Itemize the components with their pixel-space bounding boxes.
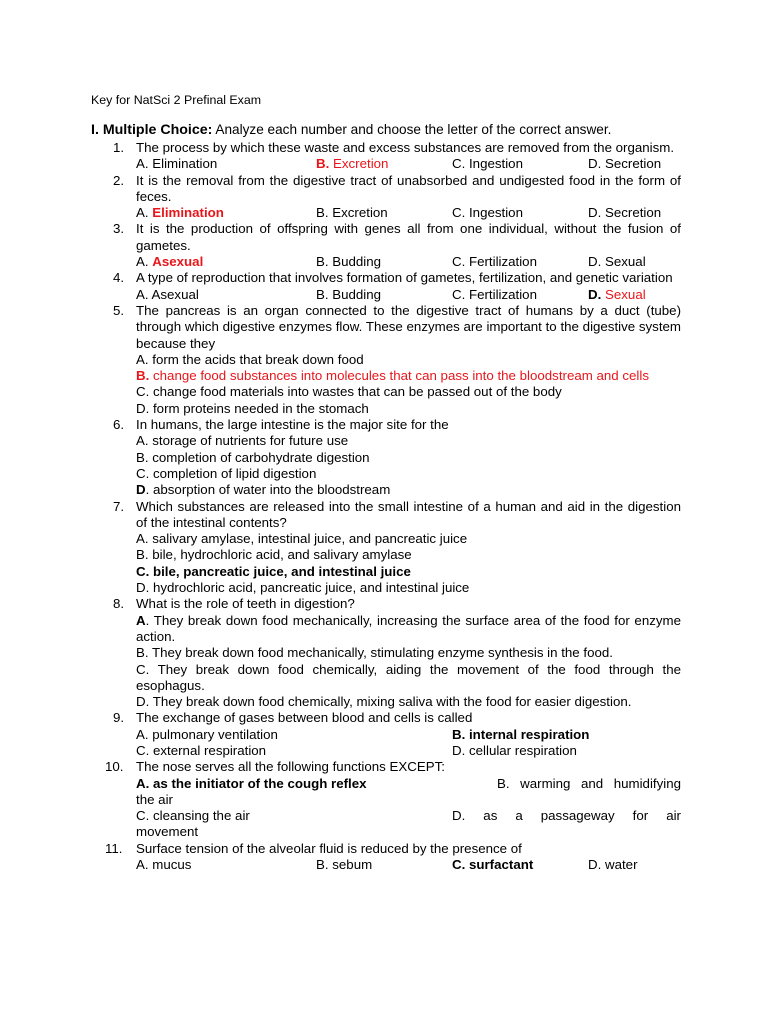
choice-a-correct <box>136 613 681 646</box>
question-text: The nose serves all the following functions EXCEPT: <box>136 759 445 775</box>
choice-b: B. Excretion <box>316 205 388 221</box>
choice-b: B. sebum <box>316 857 373 873</box>
question-2 <box>91 173 681 222</box>
choice-text: Asexual <box>152 254 204 270</box>
choices-row <box>136 857 681 873</box>
question-8 <box>91 596 681 710</box>
choice-c: C. cleansing the air <box>136 808 250 824</box>
question-7 <box>91 499 681 597</box>
choice-text: Excretion <box>329 156 389 172</box>
choice-d: D. Secretion <box>588 205 662 221</box>
choice-letter: B. <box>316 156 330 172</box>
question-text: The pancreas is an organ connected to the digestive tract of humans by a duct (tube) through which digestive enzymes flow. These enzymes are important to the digestive system because they <box>136 302 681 351</box>
choice-c: C. They break down food chemically, aiding the movement of the food through the esophagus. <box>136 661 681 693</box>
choices-row <box>136 808 681 824</box>
question-text: The exchange of gases between blood and cells is called <box>136 710 473 726</box>
choice-text: . absorption of water into the bloodstream <box>145 482 391 498</box>
question-number: 10. <box>105 759 124 775</box>
choice-a-correct <box>136 205 224 221</box>
document-title: Key for NatSci 2 Prefinal Exam <box>91 93 262 107</box>
question-9 <box>91 710 681 759</box>
question-number: 8. <box>113 596 125 612</box>
choice-a: A. Asexual <box>136 286 199 302</box>
question-number: 9. <box>113 710 125 726</box>
choice-c: C. Fertilization <box>452 286 537 302</box>
choices-row <box>136 727 681 743</box>
choice-d: D. form proteins needed in the stomach <box>136 400 369 416</box>
choice-d: D. hydrochloric acid, pancreatic juice, and intestinal juice <box>136 580 470 596</box>
question-text: The process by which these waste and excess substances are removed from the organism. <box>136 140 675 155</box>
choice-d-correct <box>588 287 646 303</box>
question-text: A type of reproduction that involves formation of gametes, fertilization, and genetic variation <box>136 270 673 286</box>
question-number: 3. <box>113 221 125 237</box>
question-number: 7. <box>113 498 125 514</box>
choice-text: . They break down food mechanically, increasing the surface area of the food for enzyme action. <box>136 612 681 644</box>
choices-row <box>136 156 681 172</box>
choice-a: A. Elimination <box>136 156 218 172</box>
question-1 <box>91 140 681 173</box>
question-text: Surface tension of the alveolar fluid is reduced by the presence of <box>136 840 522 856</box>
choice-d: D. as a passageway for air <box>452 808 681 824</box>
choices-row <box>136 205 681 221</box>
question-5 <box>91 303 681 417</box>
choice-text: Elimination <box>152 205 224 221</box>
choice-a: A. form the acids that break down food <box>136 351 364 367</box>
choice-b: B. Budding <box>316 286 382 302</box>
choices-row <box>136 287 681 303</box>
section-instruction: Analyze each number and choose the letter of the correct answer. <box>215 122 612 137</box>
choice-text: change food substances into molecules that can pass into the bloodstream and cells <box>149 368 649 384</box>
question-number: 6. <box>113 417 125 433</box>
section-label: I. Multiple Choice: <box>91 122 213 138</box>
choice-d-continued: movement <box>136 824 199 840</box>
choice-b: B. They break down food mechanically, stimulating enzyme synthesis in the food. <box>136 645 613 661</box>
question-6 <box>91 417 681 498</box>
question-text: Which substances are released into the small intestine of a human and aid in the digestion of the intestinal contents? <box>136 498 681 530</box>
choice-b: B. warming and humidifying <box>497 775 681 791</box>
choice-d: D. water <box>588 857 638 873</box>
choice-c: C. external respiration <box>136 742 267 758</box>
choices-row <box>136 743 681 759</box>
question-number: 4. <box>113 270 125 286</box>
choice-a: A. storage of nutrients for future use <box>136 433 349 449</box>
question-number: 2. <box>113 172 125 188</box>
choice-letter: D. <box>588 286 602 302</box>
choice-c: C. completion of lipid digestion <box>136 465 317 481</box>
choice-letter: A. <box>136 205 153 221</box>
choice-a-correct: A. as the initiator of the cough reflex <box>136 775 367 791</box>
choice-d: D. They break down food chemically, mixing saliva with the food for easier digestion. <box>136 694 632 710</box>
choice-b: B. Budding <box>316 254 382 270</box>
question-text: What is the role of teeth in digestion? <box>136 596 355 612</box>
choices-row <box>136 776 681 792</box>
choice-c: C. change food materials into wastes that can be passed out of the body <box>136 384 562 400</box>
question-list <box>91 140 681 873</box>
choice-b-correct <box>316 156 388 172</box>
choice-c: C. Ingestion <box>452 205 523 221</box>
choices-row <box>136 254 681 270</box>
choice-d: D. cellular respiration <box>452 742 577 758</box>
choice-letter: A. <box>136 254 153 270</box>
choice-letter: A <box>136 612 146 628</box>
choice-b-correct <box>136 368 681 384</box>
choice-b: B. bile, hydrochloric acid, and salivary amylase <box>136 547 412 563</box>
question-10 <box>91 759 681 840</box>
choice-d-correct <box>136 482 681 498</box>
choice-d: D. Secretion <box>588 156 662 172</box>
question-text: In humans, the large intestine is the major site for the <box>136 417 449 433</box>
choice-d: D. Sexual <box>588 254 646 270</box>
question-text: It is the removal from the digestive tract of unabsorbed and undigested food in the form of feces. <box>136 172 681 204</box>
choice-c-correct: C. surfactant <box>452 857 534 873</box>
choice-c-correct: C. bile, pancreatic juice, and intestinal juice <box>136 563 411 579</box>
section-heading <box>91 122 611 138</box>
choice-b-continued: the air <box>136 791 173 807</box>
question-number: 11. <box>105 840 123 856</box>
choice-letter: B. <box>136 368 150 384</box>
question-11 <box>91 841 681 874</box>
choice-letter: D <box>136 482 146 498</box>
choice-a: A. mucus <box>136 857 192 873</box>
question-text: It is the production of offspring with genes all from one individual, without the fusion of gametes. <box>136 221 681 253</box>
choice-b-correct: B. internal respiration <box>452 726 590 742</box>
choice-text: Sexual <box>601 286 646 302</box>
choice-a: A. salivary amylase, intestinal juice, and pancreatic juice <box>136 531 468 547</box>
choice-b: B. completion of carbohydrate digestion <box>136 449 370 465</box>
question-number: 5. <box>113 302 125 318</box>
choice-c: C. Ingestion <box>452 156 523 172</box>
question-4 <box>91 270 681 303</box>
question-number: 1. <box>113 140 125 155</box>
choice-c: C. Fertilization <box>452 254 537 270</box>
choice-a-correct <box>136 254 203 270</box>
question-3 <box>91 221 681 270</box>
choice-a: A. pulmonary ventilation <box>136 726 278 742</box>
